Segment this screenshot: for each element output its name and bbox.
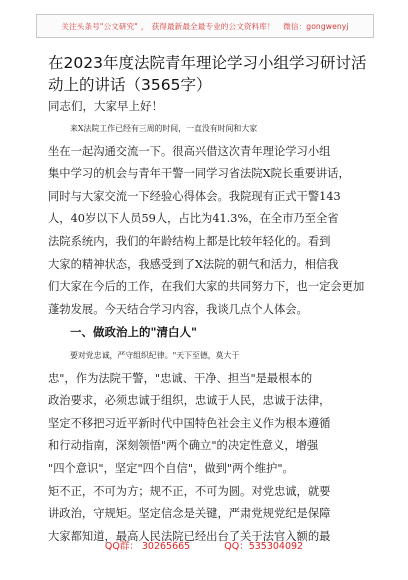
paragraph-line: 法院系统内，我们的年龄结构上都是比较年轻化的。看到 [48, 234, 331, 248]
paragraph-line: "四个意识"，坚定"四个自信"，做到"两个维护"。 [48, 461, 294, 475]
document-title [48, 52, 368, 96]
paragraph-line: 和行动指南，深刻领悟"两个确立"的决定性意义，增强 [48, 439, 319, 453]
banner-text-offer: 获得最新最全最专业的公文资料库！ [151, 21, 275, 31]
paragraph-politics [48, 345, 363, 548]
banner-text-wechat: 微信：gongwenyj [283, 21, 349, 31]
paragraph-line: 来X法院工作已经有三周的时间，一直没有时间和大家 [70, 124, 258, 133]
greeting: 同志们，大家早上好！ [48, 99, 163, 113]
title-line-1: 在2023年度法院青年理论学习小组学习研讨活 [48, 54, 367, 72]
paragraph-line: 忠"，作为法院干警，"忠诚、干净、担当"是最根本的 [48, 371, 313, 385]
top-banner: 关注头条号"公文研究" ， 获得最新最全最专业的公文资料库！ 微信：gongwenyj [36, 14, 374, 38]
paragraph-line: 矩不正，不可为方；规不正，不可为圆。对党忠诚，就要 [48, 484, 331, 498]
title-line-2: 动上的讲话（3565字） [48, 76, 212, 94]
paragraph-line: 同时与大家交流一下经验心得体会。我院现有正式干警143 [48, 189, 341, 203]
paragraph-line: 人，40岁以下人员59人，占比为41.3%，在全市乃至全省 [48, 212, 339, 226]
footer-qq-group: QQ群： 30265665 [104, 541, 191, 552]
paragraph-line: 政治要求，必须忠诚于组织，忠诚于人民，忠诚于法律， [48, 394, 331, 408]
paragraph-line: 集中学习的机会与青年干警一同学习省法院X院长重要讲话， [48, 167, 350, 181]
paragraph-line: 坐在一起沟通交流一下。很高兴借这次青年理论学习小组 [48, 144, 331, 158]
paragraph-line: 讲政治，守规矩。坚定信念是关键，严肃党规党纪是保障 [48, 507, 331, 521]
paragraph-line: 大家都知道，最高人民法院已经出台了关于法官入额的最 [48, 529, 331, 543]
paragraph-intro [48, 118, 363, 321]
section-heading: 一、做政治上的"清白人" [70, 325, 197, 339]
footer-qq: QQ：535304092 [224, 541, 304, 552]
paragraph-line: 蓬勃发展。今天结合学习内容，我谈几点个人体会。 [48, 302, 308, 316]
banner-text-follow: 关注头条号"公文研究" [61, 21, 138, 31]
paragraph-line: 坚定不移把习近平新时代中国特色社会主义作为根本遵循 [48, 416, 331, 430]
paragraph-line: 要对党忠诚，严守组织纪律。"天下至德，莫大于 [70, 351, 240, 360]
paragraph-line: 大家的精神状态，我感受到了X法院的朝气和活力，相信我 [48, 257, 339, 271]
paragraph-line: 们大家在今后的工作，在我们大家的共同努力下，也一定会更加 [48, 280, 365, 294]
footer-contacts [0, 538, 408, 552]
